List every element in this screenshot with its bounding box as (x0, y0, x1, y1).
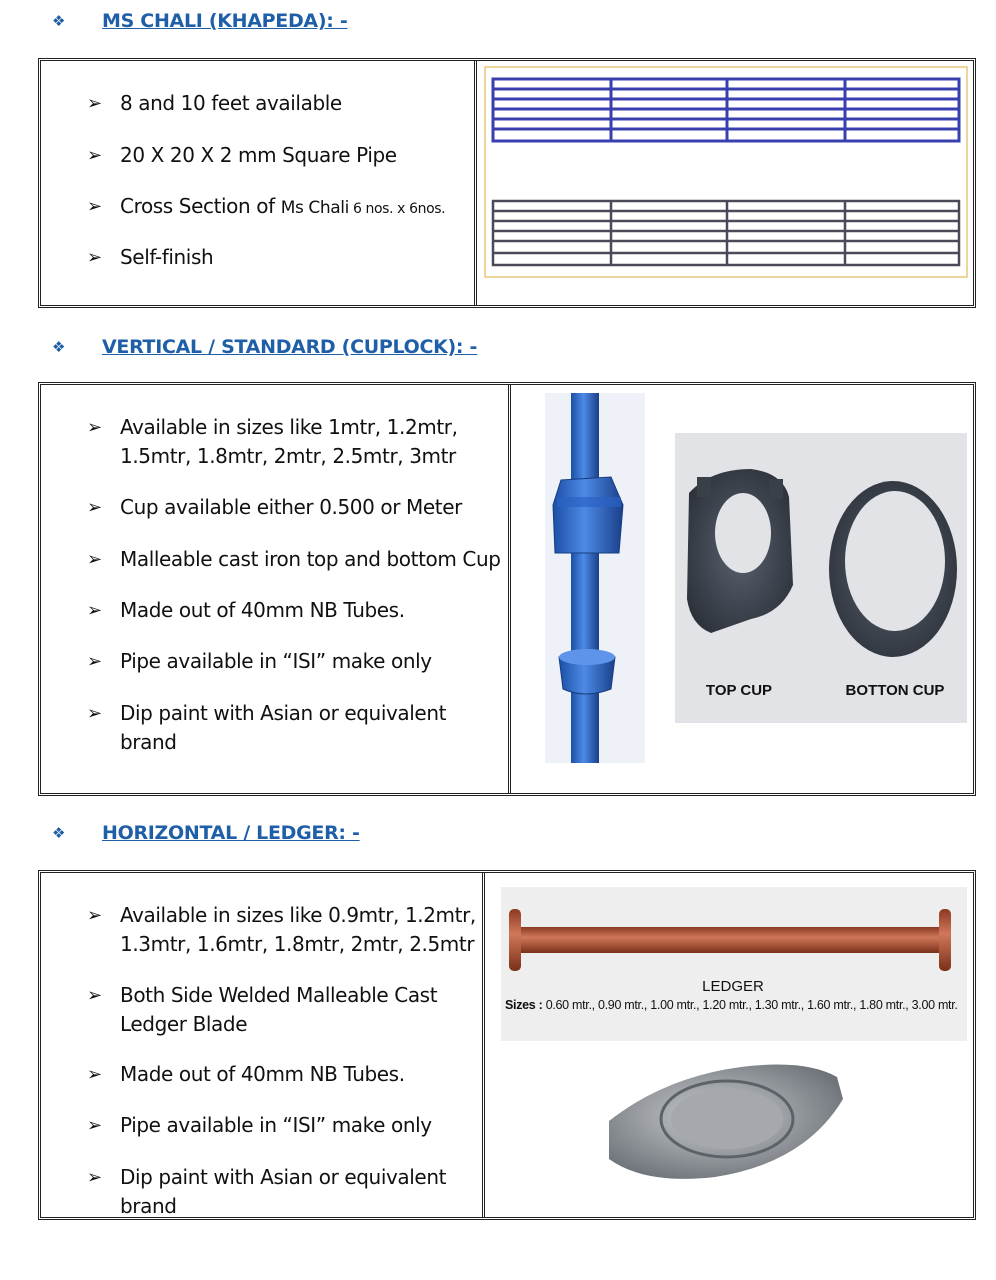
list-item: ➢ Pipe available in “ISI” make only (87, 1111, 476, 1140)
blue-chali-frame (493, 79, 959, 141)
top-cup-label: TOP CUP (705, 682, 773, 699)
arrow-bullet-icon: ➢ (87, 417, 102, 438)
list-item: ➢ Available in sizes like 0.9mtr, 1.2mtr, 1.3mtr, 1.6mtr, 1.8mtr, 2mtr, 2.5mtr (87, 903, 476, 956)
arrow-bullet-icon: ➢ (87, 651, 102, 672)
arrow-bullet-icon: ➢ (87, 1064, 102, 1085)
ledger-blade-image (609, 1065, 843, 1179)
grey-chali-frame (493, 201, 959, 265)
cuplock-illustration (511, 385, 973, 793)
ms-chali-illustration (477, 61, 973, 305)
ledger-illustration (485, 873, 973, 1217)
section-heading-ledger (52, 822, 360, 844)
arrow-bullet-icon: ➢ (87, 196, 102, 217)
arrow-bullet-icon: ➢ (87, 1115, 102, 1136)
arrow-bullet-icon: ➢ (87, 93, 102, 114)
diamond-bullet-icon: ❖ (52, 825, 66, 842)
heading-text: HORIZONTAL / LEDGER: - (102, 822, 360, 844)
ms-chali-table (38, 58, 976, 308)
list-item: ➢ Both Side Welded Malleable Cast Ledger Blade (87, 983, 438, 1036)
heading-text: VERTICAL / STANDARD (CUPLOCK): - (102, 336, 478, 358)
arrow-bullet-icon: ➢ (87, 1167, 102, 1188)
heading-text: MS CHALI (KHAPEDA): - (102, 10, 348, 32)
list-item: ➢ Dip paint with Asian or equivalent brand (87, 1165, 447, 1218)
section-heading-cuplock (52, 336, 477, 358)
list-item: ➢ Self-finish (87, 243, 468, 272)
diamond-bullet-icon: ❖ (52, 339, 66, 356)
arrow-bullet-icon: ➢ (87, 905, 102, 926)
list-item: ➢ Cross Section of Ms Chali 6 nos. x 6nos. (87, 192, 468, 224)
ledger-image-cell (485, 873, 973, 1217)
list-item: ➢ Made out of 40mm NB Tubes. (87, 596, 502, 625)
arrow-bullet-icon: ➢ (87, 600, 102, 621)
cuplock-image-cell (511, 385, 973, 793)
list-item: ➢ Pipe available in “ISI” make only (87, 647, 502, 676)
ledger-sizes: Sizes : 0.60 mtr., 0.90 mtr., 1.00 mtr., 1.20 mtr., 1.30 mtr., 1.60 mtr., 1.80 mtr., 3.00 mtr. (505, 998, 958, 1012)
ledger-table (38, 870, 976, 1220)
ledger-spec-cell (41, 873, 485, 1217)
arrow-bullet-icon: ➢ (87, 145, 102, 166)
bottom-cup-label: BOTTON CUP (845, 682, 945, 699)
list-item: ➢ Cup available either 0.500 or Meter (87, 493, 502, 522)
cuplock-table (38, 382, 976, 796)
cuplock-pipe-image (545, 393, 645, 763)
ms-chali-spec-cell (41, 61, 477, 305)
arrow-bullet-icon: ➢ (87, 549, 102, 570)
list-item: ➢ Made out of 40mm NB Tubes. (87, 1060, 476, 1089)
cuplock-spec-cell (41, 385, 511, 793)
arrow-bullet-icon: ➢ (87, 497, 102, 518)
list-item: ➢ Dip paint with Asian or equivalent brand (87, 701, 447, 754)
section-heading-ms-chali (52, 10, 347, 32)
arrow-bullet-icon: ➢ (87, 985, 102, 1006)
list-item: ➢ Available in sizes like 1mtr, 1.2mtr, 1.5mtr, 1.8mtr, 2mtr, 2.5mtr, 3mtr (87, 415, 458, 468)
arrow-bullet-icon: ➢ (87, 703, 102, 724)
bottom-cup-image (829, 481, 957, 657)
list-item: ➢ Malleable cast iron top and bottom Cup (87, 545, 502, 574)
ledger-caption: LEDGER (702, 978, 764, 995)
arrow-bullet-icon: ➢ (87, 247, 102, 268)
ms-chali-image-cell (477, 61, 973, 305)
diamond-bullet-icon: ❖ (52, 13, 66, 30)
list-item: ➢ 20 X 20 X 2 mm Square Pipe (87, 141, 468, 170)
list-item: ➢ 8 and 10 feet available (87, 89, 468, 118)
